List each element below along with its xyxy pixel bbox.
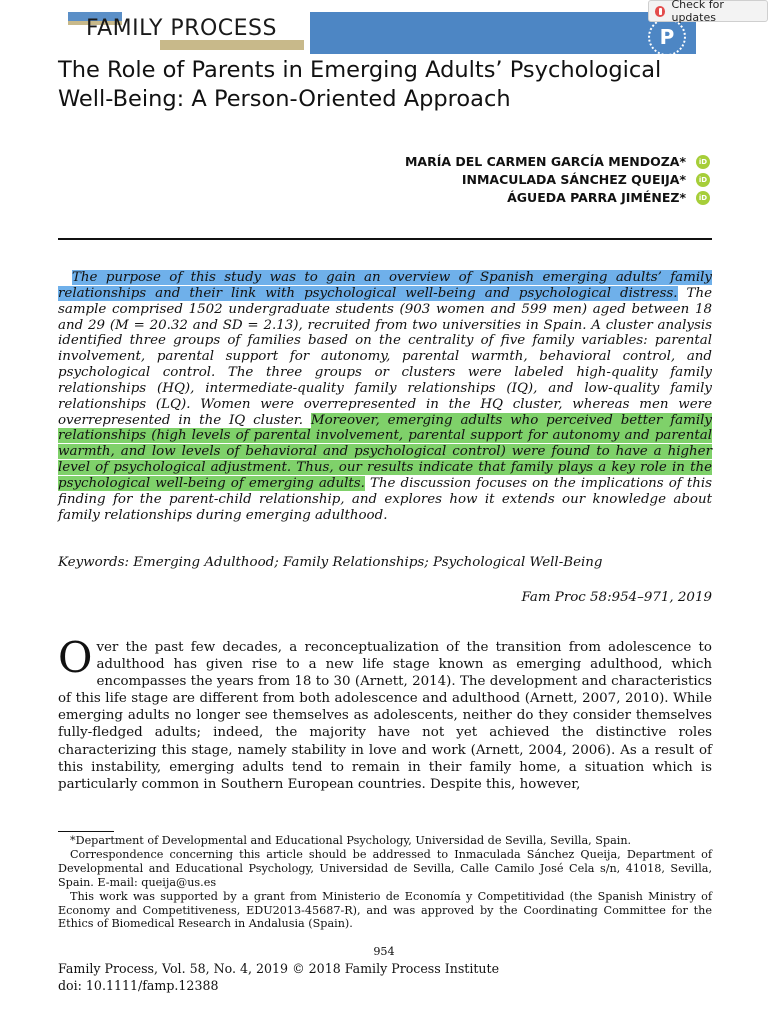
citation: Fam Proc 58:954–971, 2019	[521, 590, 712, 605]
page-footer	[58, 961, 499, 994]
drop-cap: O	[58, 633, 93, 682]
footnote-divider	[58, 831, 114, 832]
abstract	[58, 270, 712, 524]
footnotes	[58, 834, 712, 931]
page-number: 954	[373, 945, 395, 958]
footer-doi[interactable]: doi: 10.1111/famp.12388	[58, 977, 219, 993]
footer-journal-info: Family Process, Vol. 58, No. 4, 2019 © 2018 Family Process Institute	[58, 961, 500, 976]
orcid-icon[interactable]: iD	[696, 191, 710, 205]
body-paragraph	[58, 633, 712, 793]
author-name: MARÍA DEL CARMEN GARCÍA MENDOZA*	[404, 154, 686, 169]
crossmark-icon	[655, 6, 665, 17]
abstract-highlight-green: Moreover, emerging adults who perceived better family relationships (high levels of parental involvement, parental support for autonomy and parental warmth, and low levels of behavioral and psychological control) were found to have a higher level of psychological adjustment. Thus, our results indicate that family plays a key role in the psychological well-being of emerging adults.	[58, 412, 712, 491]
abstract-text: The sample comprised 1502 undergraduate students (903 women and 599 men) aged between 18 and 29 (M = 20.32 and SD = 2.13), recruited from two universities in Spain. A cluster analysis identified three groups of families based on the centrality of five family variables: parental involvement, parental support for autonomy, parental warmth, behavioral control, and psychological control. The three groups or clusters were labeled high-quality family relationships (HQ), intermediate-quality family relationships (IQ), and low-quality family relationships (LQ). Women were overrepresented in the HQ cluster, whereas men were overrepresented in the IQ cluster.	[58, 285, 712, 428]
author-list	[405, 153, 686, 207]
footnote-funding: This work was supported by a grant from Ministerio de Economía y Competitividad (the Spanish Ministry of Economy and Competitiveness, EDU2013-45687-R), and was approved by the Coordinating Committee for the Ethics of Biomedical Research in Andalusia (Spain).	[58, 889, 712, 931]
title-divider	[58, 238, 712, 240]
orcid-icon[interactable]: iD	[696, 173, 710, 187]
footnote-affiliation: *Department of Developmental and Educational Psychology, Universidad de Sevilla, Sevilla, Spain.	[70, 834, 632, 847]
author-name: INMACULADA SÁNCHEZ QUEIJA*	[461, 172, 686, 187]
banner-blue-block	[310, 12, 696, 54]
author-name: ÁGUEDA PARRA JIMÉNEZ*	[507, 190, 686, 205]
article-title: The Role of Parents in Emerging Adults’ Psychological Well-Being: A Person-Oriented Approach	[58, 57, 662, 112]
journal-logo-icon: P	[648, 18, 686, 56]
journal-name: FAMILY PROCESS	[86, 16, 277, 41]
body-text: ver the past few decades, a reconceptualization of the transition from adolescence to adulthood has given rise to a new life stage known as emerging adulthood, which encompasses the years from 18 to 30 (Arnett, 2014). The development and characteristics of this life stage are different from both adolescence and adulthood (Arnett, 2007, 2010). While emerging adults no longer see themselves as adolescents, neither do they consider themselves fully-fledged adults; indeed, the majority have not yet achieved the distinctive roles characterizing this stage, namely stability in love and work (Arnett, 2004, 2006). As a result of this instability, emerging adults tend to remain in their family home, a situation which is particularly common in Southern European countries. Despite this, however,	[58, 640, 712, 792]
footnote-correspondence: Correspondence concerning this article should be addressed to Inmaculada Sánchez Queija, Department of Developmental and Educational Psychology, Universidad de Sevilla, Calle Camilo José Cela s/n, 41018, Sevilla, Spain. E-mail: queija@us.es	[58, 847, 712, 889]
abstract-highlight-blue: The purpose of this study was to gain an overview of Spanish emerging adults’ family relationships and their link with psychological well-being and psychological distress.	[58, 270, 712, 301]
banner-tan-long-bar	[160, 40, 304, 50]
check-for-updates-button[interactable]	[648, 0, 768, 22]
abstract-text: The discussion focuses on the implications of this finding for the parent-child relationship, and explores how it extends our knowledge about family relationships during emerging adulthood.	[58, 475, 712, 523]
keywords: Keywords: Emerging Adulthood; Family Relationships; Psychological Well-Being	[58, 555, 603, 570]
check-for-updates-label: Check for updates	[671, 0, 724, 24]
orcid-icon[interactable]: iD	[696, 155, 710, 169]
